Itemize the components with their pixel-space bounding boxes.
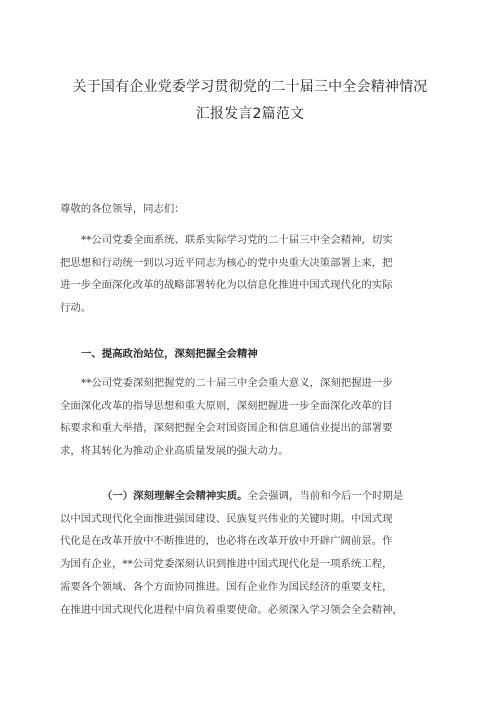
salutation-text: 尊敬的各位领导，同志们： bbox=[60, 203, 185, 215]
document-title-line-2: 汇报发言2篇范文 bbox=[195, 106, 305, 122]
paragraph-1 bbox=[60, 229, 442, 320]
paragraph-2 bbox=[60, 372, 442, 463]
paragraph-line: **公司党委深刻把握党的二十届三中全会重大意义，深刻把握进一步 bbox=[81, 377, 393, 389]
paragraph-line: 以中国式现代化全面推进强国建设、民族复兴伟业的关键时期。中国式现 bbox=[60, 512, 393, 525]
paragraph-first-line-rest: 全会强调，当前和今后一个时期是 bbox=[247, 490, 404, 502]
paragraph-line: 代化是在改革开放中不断推进的，也必将在改革开放中开辟广阔前景。作 bbox=[60, 535, 393, 548]
paragraph-line: 全面深化改革的指导思想和重大原则，深刻把握进一步全面深化改革的目 bbox=[60, 399, 393, 412]
salutation bbox=[60, 198, 442, 221]
paragraph-line: 行动。 bbox=[60, 302, 92, 315]
paragraph-line: 需要各个领域、各个方面协同推进。国有企业作为国民经济的重要支柱， bbox=[60, 580, 393, 593]
section-heading-text: 一、提高政治站位，深刻把握全会精神 bbox=[81, 348, 258, 360]
paragraph-line: 把思想和行动统一到以习近平同志为核心的党中央重大决策部署上来，把 bbox=[60, 256, 393, 269]
document-title-line-1: 关于国有企业党委学习贯彻党的二十届三中全会精神情况 bbox=[72, 79, 428, 95]
paragraph-line: 为国有企业，**公司党委深刻认识到推进中国式现代化是一项系统工程， bbox=[60, 558, 393, 571]
paragraph-line: 求，将其转化为推动企业高质量发展的强大动力。 bbox=[60, 445, 289, 458]
paragraph-line: 进一步全面深化改革的战略部署转化为以信息化推进中国式现代化的实际 bbox=[60, 279, 393, 292]
paragraph-line: 在推进中国式现代化进程中肩负着重要使命。必须深入学习领会全会精神， bbox=[60, 603, 403, 616]
paragraph-line: **公司党委全面系统、联系实际学习党的二十届三中全会精神，切实 bbox=[81, 234, 393, 246]
paragraph-3 bbox=[60, 485, 442, 621]
paragraph-line: 标要求和重大举措，深刻把握全会对国资国企和信息通信业提出的部署要 bbox=[60, 422, 393, 435]
subheading-lead: （一）深刻理解全会精神实质。 bbox=[102, 490, 248, 502]
section-heading-1 bbox=[60, 343, 442, 366]
paragraph-first-line bbox=[60, 485, 442, 508]
